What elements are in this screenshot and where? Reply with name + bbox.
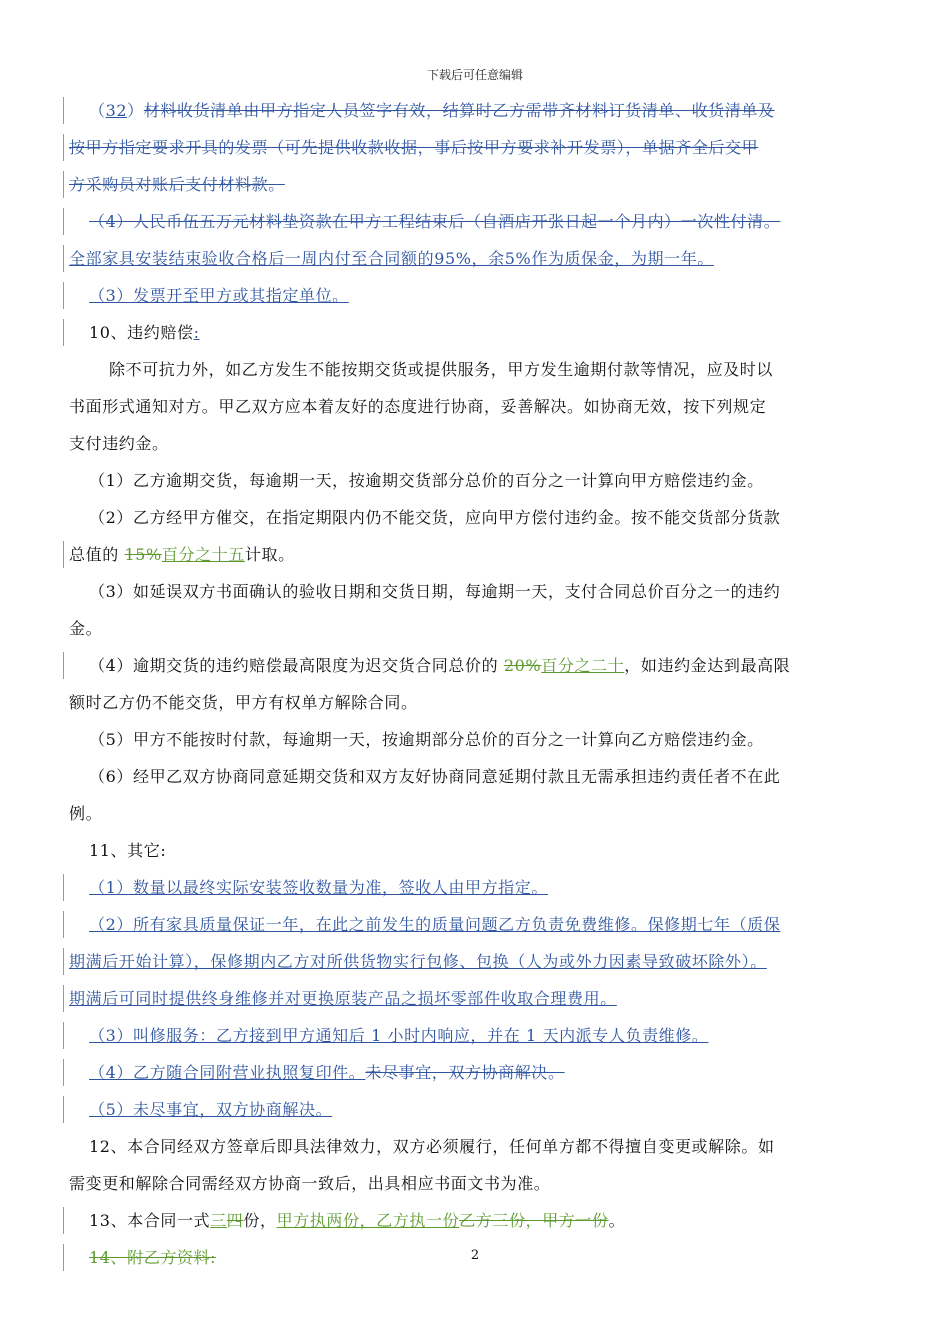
deleted-text: 20% [503,656,542,675]
text-segment: （ [89,101,106,120]
clause-10-2-line-1: （2）乙方经甲方催交，在指定期限内仍不能交货，应向甲方偿付违约金。按不能交货部分货款 [89,508,781,527]
page-header: 下载后可任意编辑 [426,68,523,82]
inserted-text: 百分之二十 [541,656,625,675]
clause-11-3: （3）叫修服务：乙方接到甲方通知后 1 小时内响应，并在 1 天内派专人负责维修。 [69,1017,889,1054]
text-segment: （4）逾期交货的违约赔偿最高限度为迟交货合同总价的 [89,656,504,675]
text-segment: ） [127,101,144,120]
inserted-text: 百分之十五 [161,545,245,564]
document-body [69,92,889,1276]
text-segment: 份， [243,1211,277,1230]
clause-11-4 [69,1054,889,1091]
inserted-colon: : [193,323,200,342]
clause-9-3-line-2: 按甲方指定要求开具的发票（可先提供收款收据，事后按甲方要求补开发票），单据齐全后交甲 [69,129,889,166]
text-segment: 13、本合同一式 [89,1211,211,1230]
clause-12-line-2: 需变更和解除合同需经双方协商一致后，出具相应书面文书为准。 [69,1174,551,1193]
heading-text: 10、违约赔偿 [89,323,194,342]
revised-number: 32 [105,101,128,120]
clause-11-2-line-3: 期满后可同时提供终身维修并对更换原装产品之损坏零部件收取合理费用。 [69,980,889,1017]
deleted-text: 未尽事宜，双方协商解决。 [365,1063,565,1082]
clause-10-5: （5）甲方不能按时付款，每逾期一天，按逾期部分总价的百分之一计算向乙方赔偿违约金。 [89,730,764,749]
clause-11-5: （5）未尽事宜，双方协商解决。 [69,1091,889,1128]
clause-9-4-line-1: （4）人民币伍五万元材料垫资款在甲方工程结束后（自酒店开张日起一个月内）一次性付清。 [69,203,889,240]
inserted-text: 三 [210,1211,227,1230]
deleted-text: 乙方三份，甲方一份 [459,1211,609,1230]
clause-10-3-line-2: 金。 [69,619,103,638]
deleted-text: 材料收货清单由甲方指定人员签字有效，结算时乙方需带齐材料订货清单、收货清单及 [143,101,775,120]
clause-9-3-line-1 [69,92,889,129]
clause-10-3-line-1: （3）如延误双方书面确认的验收日期和交货日期，每逾期一天，支付合同总价百分之一的违约 [89,582,781,601]
clause-10-4-line-2: 额时乙方仍不能交货，甲方有权单方解除合同。 [69,693,418,712]
text-segment: 总值的 [69,545,125,564]
clause-10-4-line-1 [69,647,889,684]
clause-10-para-line-1: 除不可抗力外，如乙方发生不能按期交货或提供服务，甲方发生逾期付款等情况，应及时以 [109,360,774,379]
clause-14: 14、附乙方资料: [69,1239,889,1276]
clause-11-1: （1）数量以最终实际安装签收数量为准，签收人由甲方指定。 [69,869,889,906]
inserted-text: （4）乙方随合同附营业执照复印件。 [89,1063,366,1082]
clause-9-3-line-3: 方采购员对账后支付材料款。 [69,166,889,203]
page-number: 2 [470,1248,480,1263]
clause-10-para-line-3: 支付违约金。 [69,434,169,453]
clause-9-invoice: （3）发票开至甲方或其指定单位。 [69,277,889,314]
text-segment: ，如违约金达到最高限 [624,656,791,675]
clause-12-line-1: 12、本合同经双方签章后即具法律效力，双方必须履行，任何单方都不得擅自变更或解除。如 [89,1137,775,1156]
clause-10-para-line-2: 书面形式通知对方。甲乙双方应本着友好的态度进行协商，妥善解决。如协商无效，按下列规定 [69,397,767,416]
clause-10-2-line-2 [69,536,889,573]
deleted-text: 四 [226,1211,244,1230]
clause-11-2-line-2: 期满后开始计算），保修期内乙方对所供货物实行包修、包换（人为或外力因素导致破坏除外）。 [69,943,889,980]
clause-10-1: （1）乙方逾期交货，每逾期一天，按逾期交货部分总价的百分之一计算向甲方赔偿违约金。 [89,471,764,490]
clause-10-6-line-1: （6）经甲乙双方协商同意延期交货和双方友好协商同意延期付款且无需承担违约责任者不在此 [89,767,781,786]
clause-11-2-line-1: （2）所有家具质量保证一年，在此之前发生的质量问题乙方负责免费维修。保修期七年（质保 [69,906,889,943]
inserted-text: 甲方执两份，乙方执一份 [276,1211,460,1230]
deleted-text: 15% [124,545,162,564]
text-segment: 计取。 [244,545,295,564]
clause-13 [69,1202,889,1239]
text-segment: 。 [608,1211,626,1230]
clause-10-6-line-2: 例。 [69,804,103,823]
clause-10-heading [69,314,889,351]
clause-9-4-line-2: 全部家具安装结束验收合格后一周内付至合同额的95%，余5%作为质保金，为期一年。 [69,240,889,277]
clause-11-heading: 11、其它: [89,841,167,860]
